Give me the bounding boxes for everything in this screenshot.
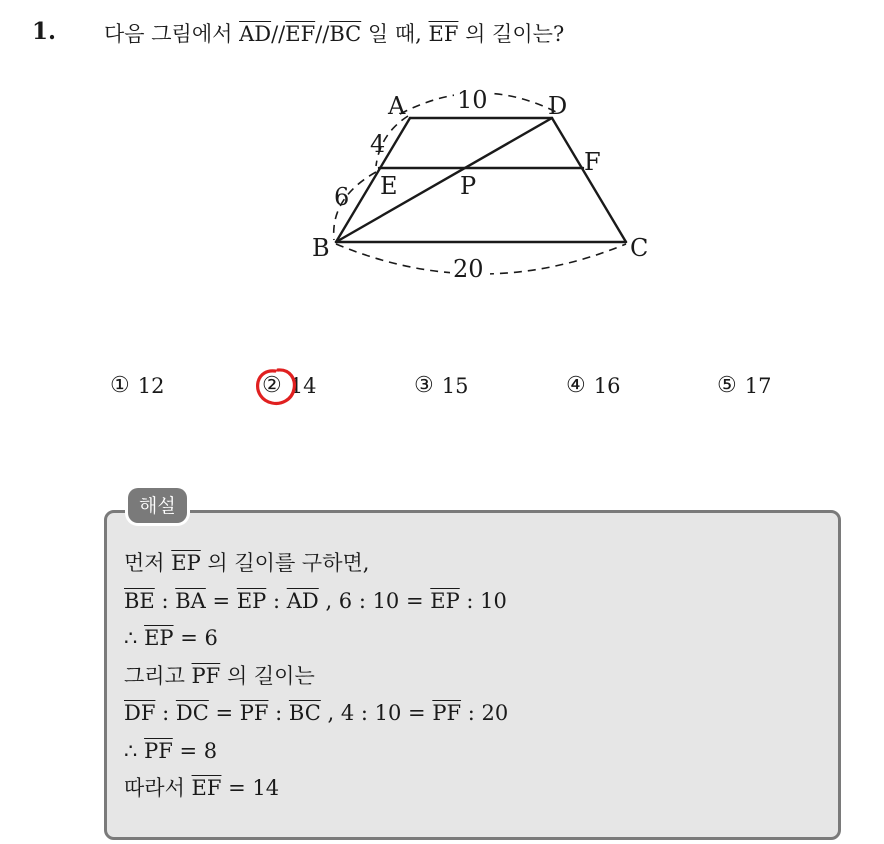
ratio-colon: : bbox=[162, 701, 170, 725]
segment-bd-line bbox=[336, 118, 552, 242]
point-label-d: D bbox=[548, 92, 568, 120]
solution-line-6 bbox=[124, 733, 508, 771]
segment-bc: $\overline{BC}$ bbox=[329, 22, 362, 46]
result-value: = 14 bbox=[228, 776, 280, 800]
question-number: 1. bbox=[32, 18, 57, 45]
solution-line-5 bbox=[124, 695, 508, 733]
equals-sign: = bbox=[212, 588, 231, 613]
therefore-symbol: ∴ bbox=[124, 738, 138, 763]
solution-word: 그리고 bbox=[124, 663, 185, 688]
choice-5[interactable] bbox=[717, 373, 771, 398]
segment-ba: $\overline{BA}$ bbox=[175, 588, 206, 613]
solution-word: 의 길이는 bbox=[226, 663, 315, 688]
choice-value: 15 bbox=[441, 373, 469, 398]
choice-number: ③ bbox=[414, 373, 434, 398]
question-suffix: 의 길이는? bbox=[465, 22, 565, 46]
choice-number bbox=[262, 373, 282, 398]
result-value: = 8 bbox=[179, 738, 218, 763]
question-text bbox=[104, 18, 564, 48]
segment-ad: $\overline{AD}$ bbox=[239, 22, 272, 46]
length-label-ae: 4 bbox=[370, 130, 386, 158]
length-label-eb: 6 bbox=[334, 183, 350, 211]
length-label-ad: 10 bbox=[457, 86, 488, 114]
ratio-colon: : bbox=[272, 588, 281, 613]
point-label-p: P bbox=[460, 172, 477, 200]
choice-value: 17 bbox=[744, 373, 772, 398]
point-label-c: C bbox=[630, 234, 649, 262]
segment-ef: $\overline{EF}$ bbox=[285, 22, 316, 46]
ratio-values: : 10 bbox=[466, 588, 507, 613]
segment-ep: $\overline{EP}$ bbox=[430, 588, 460, 613]
choice-number: ⑤ bbox=[717, 373, 737, 398]
question-mid: 일 때, bbox=[367, 22, 422, 46]
choice-value: 12 bbox=[137, 373, 165, 398]
point-label-a: A bbox=[388, 92, 406, 120]
question-prefix: 다음 그림에서 bbox=[104, 22, 233, 46]
ratio-values: , 6 : 10 = bbox=[325, 588, 424, 613]
segment-df: $\overline{DF}$ bbox=[124, 701, 156, 725]
segment-pf: $\overline{PF}$ bbox=[432, 701, 462, 725]
segment-dc-line bbox=[552, 118, 626, 242]
segment-be: $\overline{BE}$ bbox=[124, 588, 155, 613]
ratio-colon: : bbox=[161, 588, 169, 613]
parallel-symbol: // bbox=[271, 22, 286, 46]
solution-word: 먼저 bbox=[124, 551, 165, 575]
solution-tag: 해설 bbox=[128, 488, 187, 523]
trapezoid-figure bbox=[290, 80, 670, 290]
point-label-f: F bbox=[584, 148, 601, 176]
choice-2[interactable] bbox=[262, 373, 316, 398]
choice-value: 14 bbox=[289, 373, 317, 398]
equals-sign: = bbox=[215, 701, 234, 725]
choice-1[interactable] bbox=[110, 373, 164, 398]
segment-ef: $\overline{EF}$ bbox=[191, 776, 222, 800]
length-label-bc: 20 bbox=[453, 255, 484, 283]
solution-word: 의 길이를 구하면, bbox=[207, 551, 370, 575]
segment-bc: $\overline{BC}$ bbox=[288, 701, 321, 725]
therefore-symbol: ∴ bbox=[124, 626, 138, 650]
choice-3[interactable] bbox=[414, 373, 468, 398]
segment-pf: $\overline{PF}$ bbox=[191, 663, 221, 688]
segment-pf: $\overline{PF}$ bbox=[239, 701, 269, 725]
ratio-colon: : bbox=[275, 701, 283, 725]
segment-ef: $\overline{EF}$ bbox=[428, 22, 459, 46]
solution-text bbox=[124, 545, 508, 808]
solution-line-2 bbox=[124, 583, 508, 621]
solution-word: 따라서 bbox=[124, 776, 185, 800]
segment-dc: $\overline{DC}$ bbox=[175, 701, 209, 725]
segment-pf: $\overline{PF}$ bbox=[144, 738, 173, 763]
choice-number-glyph: ② bbox=[262, 373, 282, 398]
choice-4[interactable] bbox=[566, 373, 620, 398]
segment-ep: $\overline{EP}$ bbox=[144, 626, 174, 650]
solution-line-4 bbox=[124, 658, 508, 696]
ratio-values: : 20 bbox=[467, 701, 509, 725]
segment-ep: $\overline{EP}$ bbox=[236, 588, 267, 613]
choice-number: ④ bbox=[566, 373, 586, 398]
solution-line-7 bbox=[124, 770, 508, 808]
result-value: = 6 bbox=[180, 626, 218, 650]
solution-line-3 bbox=[124, 620, 508, 658]
choice-value: 16 bbox=[593, 373, 621, 398]
point-label-b: B bbox=[312, 234, 330, 262]
segment-ad: $\overline{AD}$ bbox=[286, 588, 319, 613]
point-label-e: E bbox=[380, 172, 398, 200]
parallel-symbol: // bbox=[315, 22, 330, 46]
segment-ep: $\overline{EP}$ bbox=[171, 551, 201, 575]
ratio-values: , 4 : 10 = bbox=[327, 701, 426, 725]
choice-number: ① bbox=[110, 373, 130, 398]
solution-line-1 bbox=[124, 545, 508, 583]
